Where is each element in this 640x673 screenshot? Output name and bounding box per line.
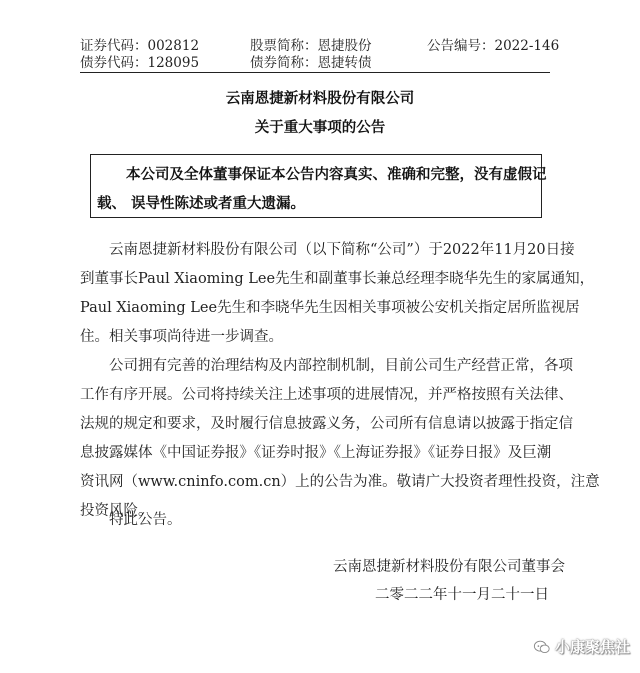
signature-board: 云南恩捷新材料股份有限公司董事会 — [333, 559, 565, 575]
bond-abbreviation: 债券简称：恩捷转债 — [250, 55, 372, 71]
body-line: 公司拥有完善的治理结构及内部控制机制，目前公司生产经营正常，各项 — [109, 358, 573, 374]
body-line: 住。相关事项尚待进一步调查。 — [80, 329, 283, 345]
signature-date: 二零二二年十一月二十一日 — [375, 587, 549, 603]
body-line: 投资风险。 — [80, 503, 153, 519]
body-line: Paul Xiaoming Lee先生和李晓华先生因相关事项被公安机关指定居所监视居 — [80, 300, 580, 316]
watermark — [533, 636, 630, 657]
chat-bubble-icon — [533, 638, 551, 656]
body-line: 息披露媒体《中国证券报》《证券时报》《上海证券报》《证券日报》及巨潮 — [80, 445, 552, 461]
announcement-title: 关于重大事项的公告 — [254, 119, 386, 136]
notice-line: 本公司及全体董事保证本公告内容真实、准确和完整，没有虚假记 — [126, 166, 547, 183]
closing-line: 特此公告。 — [109, 512, 182, 528]
notice-statement — [97, 160, 547, 218]
closing-statement — [80, 506, 554, 535]
body-line: 工作有序开展。公司将持续关注上述事项的进展情况，并严格按照有关法律、 — [80, 387, 573, 403]
watermark-text: 小康聚焦社 — [554, 638, 630, 656]
body-line: 法规的规定和要求，及时履行信息披露义务，公司所有信息请以披露于指定信 — [80, 416, 573, 432]
paragraph-1 — [80, 236, 595, 352]
announcement-number: 公告编号：2022-146 — [427, 38, 560, 54]
paragraph-2 — [80, 352, 600, 526]
company-title: 云南恩捷新材料股份有限公司 — [225, 90, 415, 107]
header-divider — [80, 72, 550, 73]
body-line: 到董事长Paul Xiaoming Lee先生和副董事长兼总经理李晓华先生的家属通知， — [80, 271, 595, 287]
body-line: 资讯网（www.cninfo.com.cn）上的公告为准。敬请广大投资者理性投资，注意 — [80, 474, 600, 490]
stock-abbreviation: 股票简称：恩捷股份 — [250, 38, 372, 54]
security-code: 证券代码：002812 — [80, 38, 200, 54]
bond-code: 债券代码：128095 — [80, 55, 200, 71]
notice-line: 载、 误导性陈述或者重大遗漏。 — [97, 195, 306, 212]
body-line: 云南恩捷新材料股份有限公司（以下简称“公司”）于2022年11月20日接 — [109, 242, 575, 258]
